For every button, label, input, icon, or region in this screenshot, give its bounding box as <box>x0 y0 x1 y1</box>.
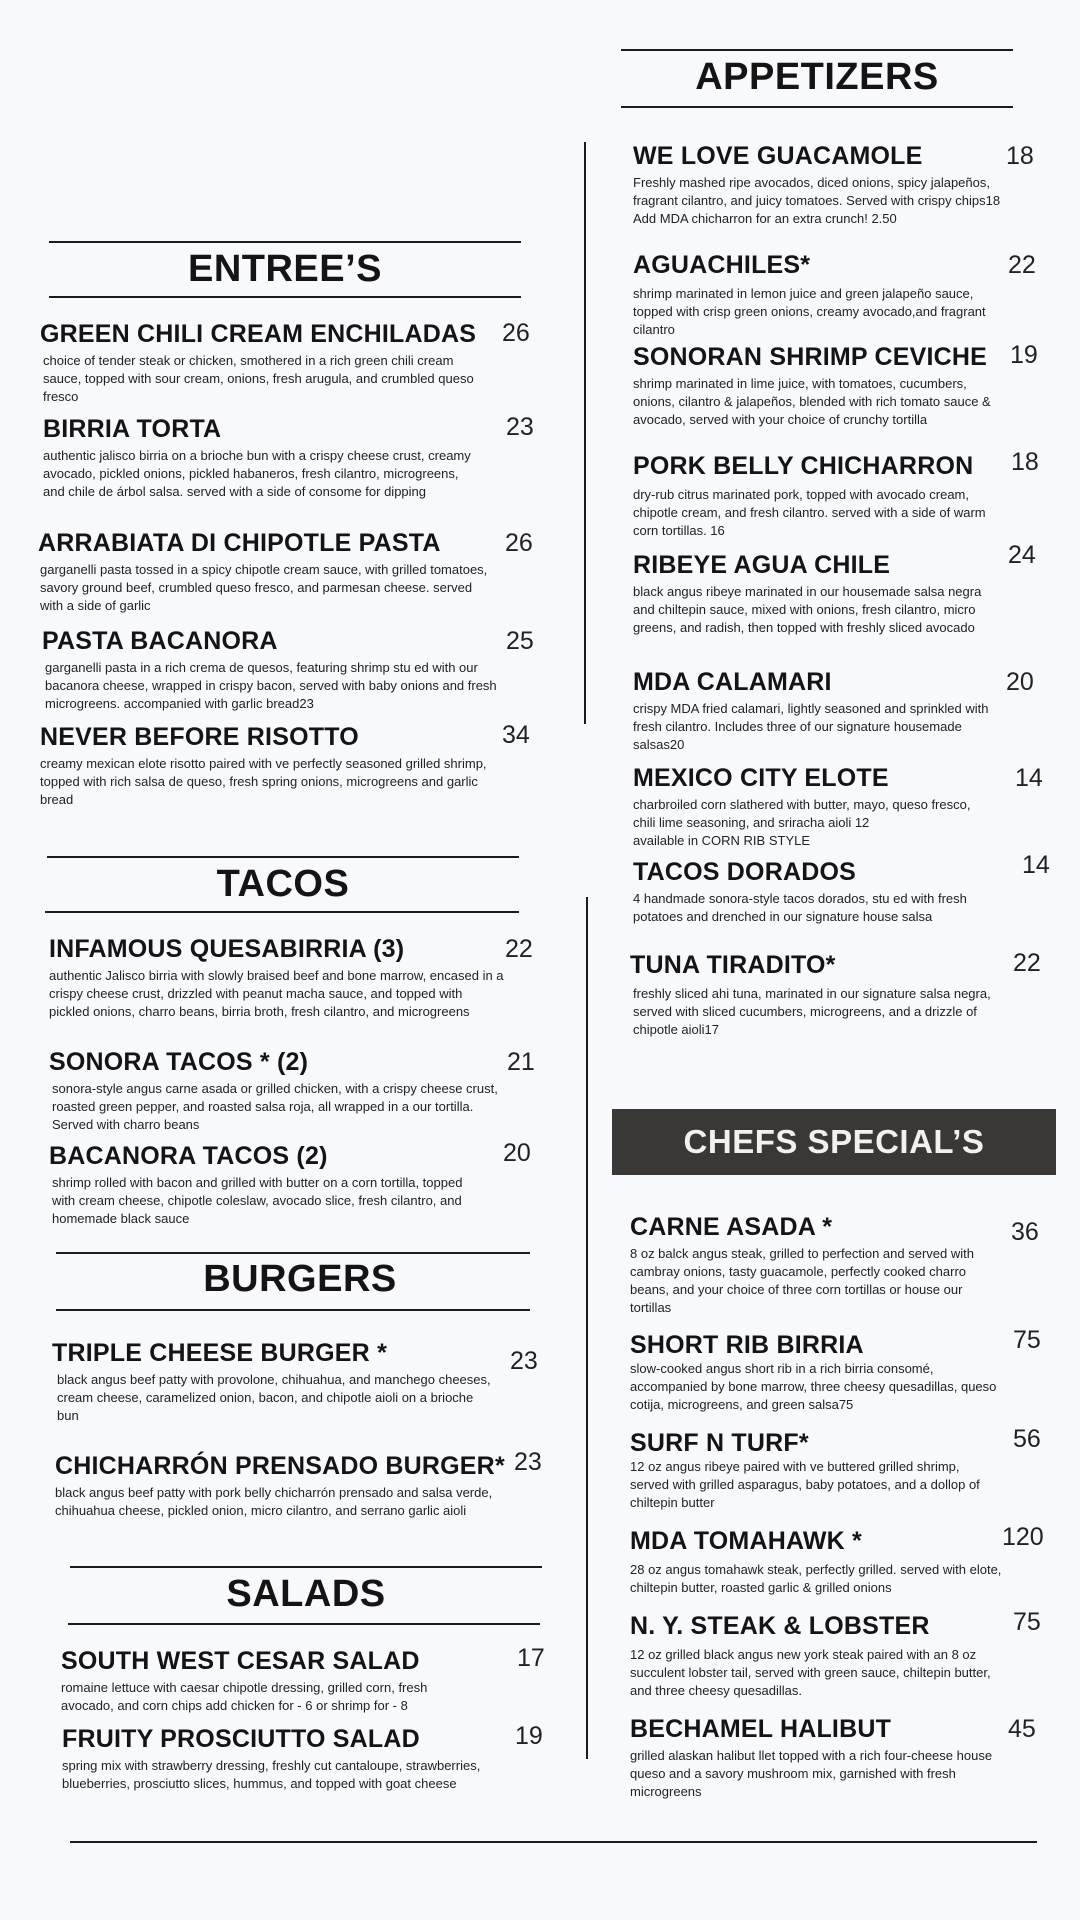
item-name: SOUTH WEST CESAR SALAD <box>61 1647 420 1675</box>
item-description: choice of tender steak or chicken, smothered in a rich green chili cream sauce, topped with sour cream, onions, fresh arugula, and crumbled queso fresco <box>43 353 474 404</box>
item-price: 120 <box>1002 1523 1044 1551</box>
item-description: 12 oz grilled black angus new york steak paired with an 8 oz succulent lobster tail, served with green sauce, chiltepin butter, and three cheesy quesadillas. <box>630 1647 991 1698</box>
item-name: WE LOVE GUACAMOLE <box>633 142 923 170</box>
item-price: 45 <box>1008 1715 1036 1743</box>
item-description: black angus beef patty with provolone, chihuahua, and manchego cheeses, cream cheese, caramelized onion, bacon, and chipotle aioli on a brioche bun <box>57 1372 491 1423</box>
item-name: TACOS DORADOS <box>633 858 856 886</box>
item-price: 36 <box>1011 1218 1039 1246</box>
menu-item <box>633 763 973 850</box>
item-description: shrimp marinated in lime juice, with tomatoes, cucumbers, onions, cilantro & jalapeños, blended with rich tomato sauce & avocado, served with your choice of crunchy tortilla <box>633 376 991 427</box>
item-price: 17 <box>517 1644 545 1672</box>
item-name: FRUITY PROSCIUTTO SALAD <box>62 1725 420 1753</box>
item-description: garganelli pasta in a rich crema de quesos, featuring shrimp stu ed with our bacanora cheese, wrapped in crispy bacon, served with baby onions and fresh microgreens. accompanied with garlic bread23 <box>45 660 497 711</box>
menu-item <box>633 141 1013 228</box>
column-divider-bottom <box>586 897 588 1759</box>
tacos-rule-top <box>47 856 519 858</box>
item-description: creamy mexican elote risotto paired with ve perfectly seasoned grilled shrimp, topped with rich salsa de queso, fresh spring onions, microgreens and garlic bread <box>40 756 487 807</box>
menu-item <box>630 1526 1005 1597</box>
menu-item <box>633 667 1003 754</box>
burgers-rule-top <box>56 1252 530 1254</box>
item-name: BACANORA TACOS (2) <box>49 1142 328 1170</box>
item-description: 28 oz angus tomahawk steak, perfectly grilled. served with elote, chiltepin butter, roasted garlic & grilled onions <box>630 1562 1002 1595</box>
menu-item <box>633 342 1003 429</box>
item-description: romaine lettuce with caesar chipotle dressing, grilled corn, fresh avocado, and corn chips add chicken for - 6 or shrimp for - 8 <box>61 1680 428 1713</box>
item-description: spring mix with strawberry dressing, freshly cut cantaloupe, strawberries, blueberries, prosciutto slices, hummus, and topped with goat cheese <box>62 1758 481 1791</box>
menu-item <box>630 1212 990 1317</box>
item-name: TUNA TIRADITO* <box>630 951 836 979</box>
item-name: GREEN CHILI CREAM ENCHILADAS <box>40 320 477 348</box>
item-description: 12 oz angus ribeye paired with ve buttered grilled shrimp, served with grilled asparagus, baby potatoes, and a dollop of chiltepin butter <box>630 1459 980 1510</box>
item-description: shrimp marinated in lemon juice and green jalapeño sauce, topped with crisp green onions, creamy avocado,and fragrant cilantro <box>633 286 986 337</box>
item-name: TRIPLE CHEESE BURGER * <box>52 1339 388 1367</box>
item-description: shrimp rolled with bacon and grilled with butter on a corn tortilla, topped with cream cheese, chipotle coleslaw, avocado slice, fresh cilantro, and homemade black sauce <box>52 1175 463 1226</box>
menu-item <box>55 1451 505 1520</box>
burgers-title: BURGERS <box>203 1258 397 1300</box>
item-note: available in CORN RIB STYLE <box>633 833 811 848</box>
menu-item <box>633 550 993 637</box>
menu-item <box>40 319 490 406</box>
item-description: garganelli pasta tossed in a spicy chipotle cream sauce, with grilled tomatoes, savory ground beef, crumbled queso fresco, and parmesan cheese. served with a side of garlic <box>40 562 488 613</box>
item-price: 20 <box>1006 668 1034 696</box>
item-description: black angus beef patty with pork belly chicharrón prensado and salsa verde, chihuahua cheese, pickled onion, micro cilantro, and serrano garlic aioli <box>55 1485 493 1518</box>
menu-item <box>61 1646 481 1715</box>
menu-item <box>49 1047 499 1134</box>
menu-item <box>633 250 1008 339</box>
item-price: 23 <box>514 1448 542 1476</box>
salads-rule-top <box>70 1566 542 1568</box>
item-price: 19 <box>515 1722 543 1750</box>
item-description: slow-cooked angus short rib in a rich birria consomé, accompanied by bone marrow, three cheesy quesadillas, queso cotija, microgreens, and green salsa75 <box>630 1361 997 1412</box>
item-price: 23 <box>506 413 534 441</box>
item-price: 26 <box>505 529 533 557</box>
salads-title: SALADS <box>226 1573 386 1615</box>
menu-item <box>49 1141 474 1228</box>
item-name: CARNE ASADA * <box>630 1213 833 1241</box>
item-description: sonora-style angus carne asada or grilled chicken, with a crispy cheese crust, roasted green pepper, and roasted salsa roja, all wrapped in a our tortilla. Served with charro beans <box>52 1081 498 1132</box>
menu-item <box>40 722 490 809</box>
item-name: SHORT RIB BIRRIA <box>630 1331 864 1359</box>
item-add-on: Add MDA chicharron for an extra crunch! 2.50 <box>633 211 897 226</box>
item-name: MDA CALAMARI <box>633 668 832 696</box>
item-price: 22 <box>505 935 533 963</box>
item-price: 14 <box>1015 764 1043 792</box>
column-divider-top <box>584 142 586 724</box>
entrees-rule-top <box>49 241 521 243</box>
menu-item <box>630 1330 1000 1414</box>
item-price: 34 <box>502 721 530 749</box>
item-price: 25 <box>506 627 534 655</box>
menu-item <box>630 950 1000 1039</box>
item-description: authentic jalisco birria on a brioche bun with a crispy cheese crust, creamy avocado, pickled onions, pickled habaneros, fresh cilantro, microgreens, and chile de árbol salsa. served with a side of consome for dipping <box>43 448 471 499</box>
menu-item <box>38 528 488 615</box>
menu-item <box>630 1714 1030 1801</box>
item-name: ARRABIATA DI CHIPOTLE PASTA <box>38 529 441 557</box>
menu-item <box>630 1611 1000 1700</box>
item-price: 75 <box>1013 1608 1041 1636</box>
item-description: crispy MDA fried calamari, lightly seasoned and sprinkled with fresh cilantro. Includes three of our signature housemade salsas20 <box>633 701 989 752</box>
item-description: authentic Jalisco birria with slowly braised beef and bone marrow, encased in a crispy cheese crust, drizzled with peanut macha sauce, and topped with pickled onions, charro beans, birria broth, fresh cilantro, and microgreens <box>49 968 504 1019</box>
item-price: 75 <box>1013 1326 1041 1354</box>
item-name: SONORA TACOS * (2) <box>49 1048 309 1076</box>
entrees-rule-bottom <box>49 296 521 298</box>
item-price: 56 <box>1013 1425 1041 1453</box>
item-name: CHICHARRÓN PRENSADO BURGER* <box>55 1452 505 1480</box>
item-name: BECHAMEL HALIBUT <box>630 1715 892 1743</box>
item-price: 23 <box>510 1347 538 1375</box>
appetizers-rule-top <box>621 49 1013 51</box>
item-name: INFAMOUS QUESABIRRIA (3) <box>49 935 405 963</box>
menu-item <box>62 1724 492 1793</box>
item-name: SURF N TURF* <box>630 1429 809 1457</box>
item-name: PORK BELLY CHICHARRON <box>633 452 974 480</box>
item-description: Freshly mashed ripe avocados, diced onions, spicy jalapeños, fragrant cilantro, and juicy tomatoes. Served with crispy chips18 <box>633 175 1001 208</box>
item-price: 20 <box>503 1139 531 1167</box>
tacos-title: TACOS <box>216 863 350 905</box>
item-description: 4 handmade sonora-style tacos dorados, stu ed with fresh potatoes and drenched in our signature house salsa <box>633 891 967 924</box>
appetizers-rule-bottom <box>621 106 1013 108</box>
item-price: 24 <box>1008 541 1036 569</box>
item-name: PASTA BACANORA <box>42 627 278 655</box>
item-price: 21 <box>507 1048 535 1076</box>
tacos-rule-bottom <box>45 911 519 913</box>
item-name: MDA TOMAHAWK * <box>630 1527 862 1555</box>
item-description: grilled alaskan halibut llet topped with a rich four-cheese house queso and a savory mushroom mix, garnished with fresh microgreens <box>630 1748 993 1799</box>
item-description: charbroiled corn slathered with butter, mayo, queso fresco, chili lime seasoning, and sriracha aioli 12 <box>633 797 971 830</box>
chefs-specials-title: CHEFS SPECIAL’S <box>683 1123 985 1160</box>
item-description: dry-rub citrus marinated pork, topped with avocado cream, chipotle cream, and fresh cilantro. served with a side of warm corn tortillas. 16 <box>633 487 986 538</box>
menu-item <box>630 1428 1000 1512</box>
salads-rule-bottom <box>68 1623 540 1625</box>
item-price: 22 <box>1013 949 1041 977</box>
item-price: 19 <box>1010 341 1038 369</box>
menu-item <box>43 414 483 501</box>
item-name: SONORAN SHRIMP CEVICHE <box>633 343 987 371</box>
menu-item <box>49 934 504 1021</box>
item-description: freshly sliced ahi tuna, marinated in our signature salsa negra, served with sliced cucumbers, microgreens, and a drizzle of chipotle aioli17 <box>633 986 991 1037</box>
menu-item <box>633 451 998 540</box>
footer-rule <box>70 1841 1037 1843</box>
item-name: BIRRIA TORTA <box>43 415 222 443</box>
entrees-title: ENTREE’S <box>187 248 383 290</box>
menu-item <box>52 1338 492 1425</box>
item-name: NEVER BEFORE RISOTTO <box>40 723 359 751</box>
item-name: AGUACHILES* <box>633 251 811 279</box>
item-price: 14 <box>1022 851 1050 879</box>
item-description: 8 oz balck angus steak, grilled to perfection and served with cambray onions, tasty guacamole, perfectly cooked charro beans, and your choice of three corn tortillas or house our tortillas <box>630 1246 974 1315</box>
item-name: MEXICO CITY ELOTE <box>633 764 889 792</box>
item-price: 26 <box>502 319 530 347</box>
item-price: 18 <box>1011 448 1039 476</box>
menu-item <box>42 626 497 713</box>
menu-item <box>633 857 973 926</box>
appetizers-title: APPETIZERS <box>695 56 939 98</box>
item-description: black angus ribeye marinated in our housemade salsa negra and chiltepin sauce, mixed with onions, fresh cilantro, micro greens, and radish, then topped with freshly sliced avocado <box>633 584 982 635</box>
item-name: N. Y. STEAK & LOBSTER <box>630 1612 930 1640</box>
item-name: RIBEYE AGUA CHILE <box>633 551 891 579</box>
item-price: 22 <box>1008 251 1036 279</box>
item-price: 18 <box>1006 142 1034 170</box>
burgers-rule-bottom <box>56 1309 530 1311</box>
